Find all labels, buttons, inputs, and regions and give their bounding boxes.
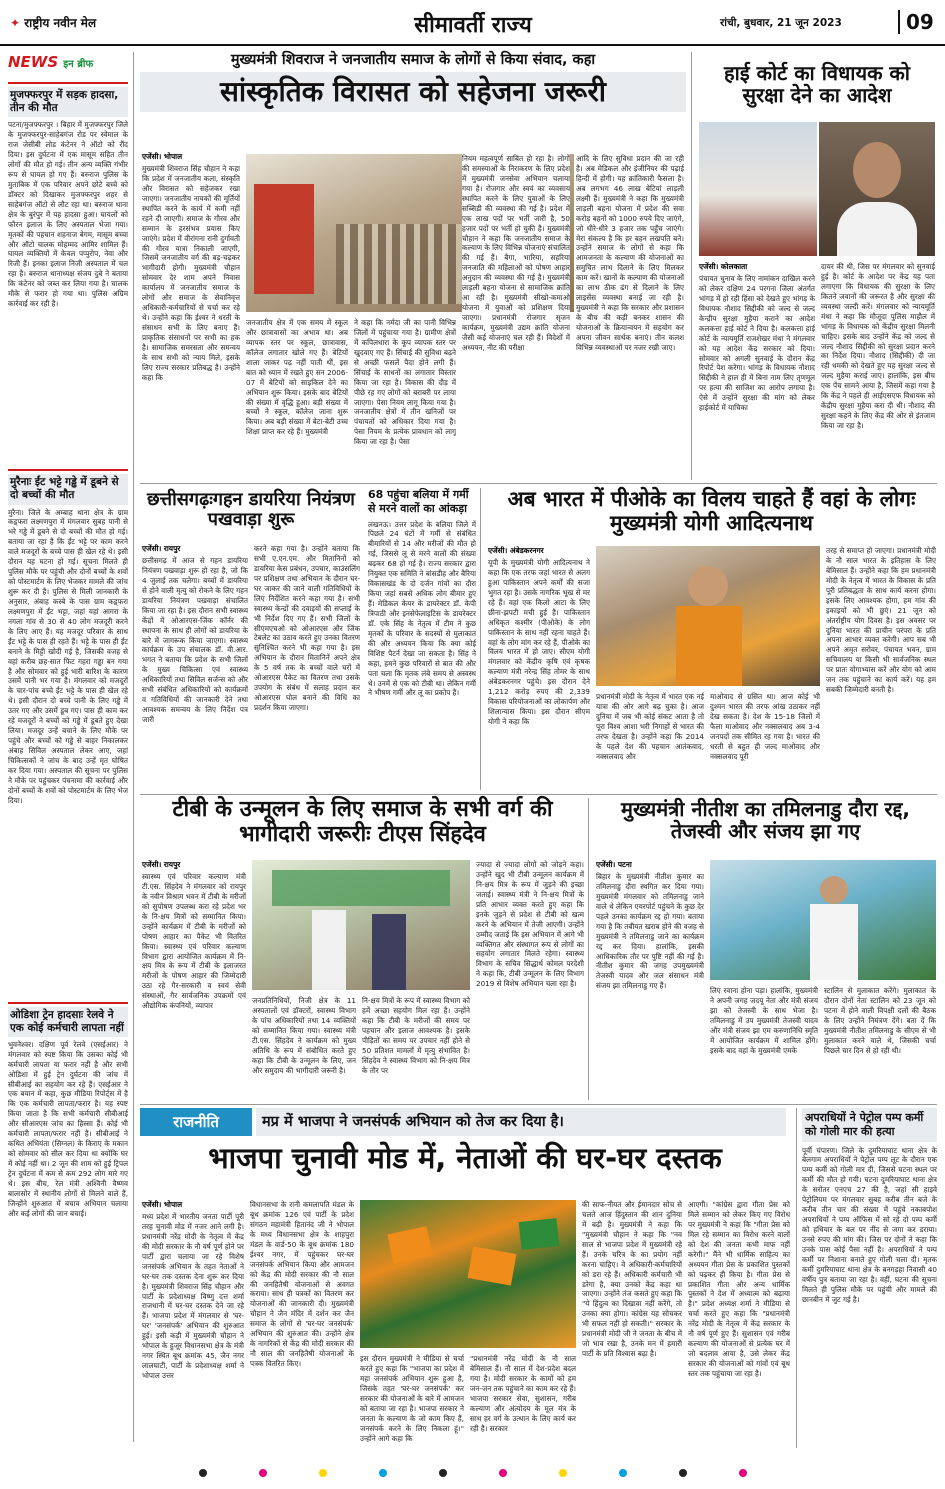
story-column: स्टालिन से मुलाकात करेंगे। मुलाकात के दौरान दोनों नेता स्टालिन को 23 जून को पटना में होने वाली विपक्षी दलों की बैठक के लिए उन्होंने निमंत्रण देंगे। बता दें कि मुख्यमंत्री नीतीश तमिलनाडु के सीएम से भी मुलाकात करने वाले थे, जिसकी चर्चा पिछले चार दिन से हो रही थी। [824,986,936,1055]
brief-body: मुरैना। जिले के अम्बाह थाना क्षेत्र के ग्राम कड़्फरा लक्ष्मणपुरा में मंगलवार सुबह पानी से भरे गड्ढे में डूबने से दो बच्चों की मौत हो गई। बताया जा रहा है कि ईंट भट्टे पर काम करने वाले मजदूरों के बच्चे पास ही खेल रहे थे। इसी दौरान यह घटना हो गई। सूचना मिलते ही पुलिस मौके पर पहुंची और दोनों बच्चों के शवों को पोस्टमार्टम के लिए भेजकर मामले की जांच शुरू कर दी है। पुलिस से मिली जानकारी के अनुसार, अंबाह कस्बे के पास ग्राम कड़्फरा लक्ष्मणपुरा में ईंट भट्टा, जहां यहां आगरा के नगला गांव से 30 से 40 लोग मजदूरी करने के लिए आए हैं। यह मजदूर परिवार के साथ ईंट भट्टे के पास ही रहते हैं। भट्टे के पास ही ईंट बनाने के मिट्टी खोदी गई है, जिसकी वजह से वहां करीब छह-सात फिट गहरा गड्ढा बन गया है और सोमवार को हुई भारी बारिश के कारण उसमें पानी भर गया है। मंगलवार को मजदूरों के चार-पांच बच्चे ईंट भट्टे के पास ही खेल रहे थे। इसी दौरान दो बच्चे पानी के लिए गड्ढे में उतर गए और उसमें डूब गए। पास ही काम कर रहे मजदूरों ने बच्चों को गड्ढे में डूबते हुए देखा लिया। मजदूर उन्हें बचाने के लिए मौके पर पहुंचे और बच्चों को गड्ढे से बाहर निकालकर अंबाह सिविल अस्पताल लेकर आए, जहां चिकित्सकों ने जांच के बाद उन्हें मृत घोषित कर दिया गया। अस्पताल की सूचना पर पुलिस ने मौके पर पहुंचकर पंचनामा की कार्रवाई और दोनों बच्चों के शवों को पोस्टमार्टम के लिए भेज दिया। [8,507,128,805]
story-column: आदि के लिए सुविधा प्रदान की जा रही है। अब मेडिकल और इंजीनियर की पढ़ाई हिन्दी में होगी। यह क्रांतिकारी फैसला है। अब लगभग 46 लाख बेटियां लाड़ली लक्ष्मी हैं। मुख्यमंत्री ने कहा कि मुख्यमंत्री लाड़ली बहना योजना में प्रदेश की सवा करोड़ बहनों को 1000 रुपये दिए जाएंगे, जो धीरे-धीरे 3 हजार तक पहुँच जाएंगे। मेरा संकल्प है कि हर बहन लखपति बने। उन्होंने समाज के लोगों से कहा कि आमजनता के कल्याण की योजनाओं का समुचित लाभ दिलाने के लिए मिलकर काम करें। खानों के कल्याण की योजनाओं का लाभ ठीक ढंग से दिलाने के लिए लाइसेंस व्यवस्था बनाई जा रही है। मुख्यमंत्री ने कहा कि सरकार और प्रशासन के बीच की कड़ी बनकर शासन की योजनाओं के क्रियान्वयन में सहयोग कर अपना जीवन सार्थक बनाएं। तीन कलश विभिन्न व्यवस्थाओं पर नजर रखी जाए। [576,154,684,352]
dateline: रांची, बुधवार, 21 जून 2023 [720,17,842,29]
story-shivraj [140,52,686,480]
story-column: माओवाद से ग्रसित था। आज कोई भी दुश्मन भारत की तरफ आंख उठाकर नहीं देख सकता है। देश के 15-18 जिलों में फैला माओवाद और नक्सलवाद अब 3-4 जनपदों तक सीमित रह गया है। भारत की धरती से बहुत ही जल्द माओवाद और नक्सलवाद पूरी [710,692,820,761]
story-byline: एजेंसी। रायपुर [142,544,181,553]
story-byline: एजेंसी। अंबेडकरनगर [488,546,544,555]
registration-dot [739,1469,747,1477]
brief-body: पटना/मुजफ्फरपुर । बिहार में मुजफ्फरपुर जिले के मुजफ्फरपुर-साहेबगंज रोड पर स्वेमाल के राज जेसीबी लोड कंटेनर ने ऑटो को रौंद दिया। इस दुर्घटना में एक मासूम सहित तीन लोगों की मौत हो गई। तीन अन्य व्यक्ति गंभीर रूप से घायल हो गए हैं। बरुराज पुलिस के मुताबिक में एक परिवार अपने छोटे बच्चे को डॉक्टर को दिखाकर मुजफ्फरपुर शहर से साहेबगंज ऑटो से लौट रहा था। बरुराज थाना क्षेत्र के बुरंपुर में यह हादसा हुआ। घायलों को फौरन इलाज के लिए अस्पताल भेजा गया। मृतकों की पहचान शहनाज बेगम, मासूम बच्चा और ऑटो चालक मोहम्मद आमिर शामिल हैं। घायल व्यक्तियों में केवल पप्पुरोप, नेवा और रिजी हैं। इनका इलाज निजी अस्पताल में चल रहा है। बरुराज थानाध्यक्ष संजय दुबे ने बताया कि कंटेनर को जब्त कर लिया गया है। चालक मौके से फरार हो गया था। पुलिस अग्रिम कार्रवाई कर रही है। [8,120,128,309]
story-column: आएगी। "कांग्रेस द्वारा गीता प्रेस को मिले सम्मान को लेकर किए गए विरोध पर मुख्यमंत्री ने कहा कि "गीता प्रेस को मिल रहे सम्मान का विरोध करने वालों को देश की जनता कभी माफ नहीं करेगी।" मैंने भी धार्मिक साहित्य का अध्ययन गीता प्रेस के प्रकाशित पुस्तकों को पढ़कर ही किया है। गीता प्रेस से प्रकाशित गीता और अन्य धार्मिक पुस्तकों ने देश में अध्यात्म को बढ़ाया है।" प्रदेश अध्यक्ष शर्मा ने मीडिया से चर्चा करते हुए कहा कि "प्रधानमंत्री नरेंद्र मोदी के नेतृत्व में केंद्र सरकार के नौ वर्ष पूर्ण हुए हैं। सुशासन एवं गरीब कल्याण की योजनाओं से प्रत्येक घर में जो बदलाव आया है, उसे लेकर केंद्र सरकार की योजनाओं को गांवों एवं बूथ स्तर तक पहुंचाया जा रहा है। [688,1200,790,1378]
story-headline: छत्तीसगढ़ःगहन डायरिया नियंत्रण पखवाड़ा शुरू [147,489,355,531]
registration-dot [679,1469,687,1477]
story-headline: अब भारत में पीओके का विलय चाहते हैं वहां के लोगः मुख्यमंत्री योगी आदित्यनाथ [507,487,916,535]
story-headline: सांस्कृतिक विरासत को सहेजना जरूरी [140,72,686,111]
news-brief-sidebar [8,52,128,1442]
brief-item [8,1002,128,1410]
bird-icon: ✦ [10,16,21,30]
story-high-court [697,52,937,480]
story-yogi-pok [486,488,937,790]
registration-dot [199,1469,207,1477]
section-title: सीमावर्ती राज्य [414,13,532,38]
story-headline: भाजपा चुनावी मोड में, नेताओं की घर-घर दस्तक [208,1141,722,1175]
story-column: मध्य प्रदेश में भारतीय जनता पार्टी पूरी तरह चुनावी मोड में नजर आने लगी है। प्रधानमंत्री नरेंद्र मोदी के नेतृत्व में केंद्र की मोदी सरकार के नौ वर्ष पूर्ण होने पर पार्टी द्वारा चलाया जा रहे विशेष जनसंपर्क अभियान के तहत नेताओं ने घर-घर तक दस्तक देना शुरू कर दिया है। मुख्यमंत्री शिवराज सिंह चौहान और पार्टी के प्रदेशाध्यक्ष विष्णु दत्त शर्मा राजधानी में घर-घर दस्तक देने जा रहे हैं। भाजपा प्रदेश में मंगलवार से 'घर-घर' 'जनसंपर्क' अभियान की शुरुआत हुई। इसी कड़ी में मुख्यमंत्री चौहान ने भोपाल के हुजूर विधानसभा क्षेत्र के मंत्री नगर स्थित बूथ क्रमांक 45, जैन नगर लालघाटी, पार्टी के प्रदेशाध्यक्ष शर्मा ने भोपाल उत्तर [142,1212,244,1380]
brief-headline: मुरैनाः ईंट भट्टे गड्ढे में डूबने से दो बच्चों की मौत [8,474,128,504]
brief-headline: मुजफ्फरपुर में सड़क हादसा, तीन की मौत [8,87,128,117]
story-column: करने कहा गया है। उन्होंने बताया कि सभी ए.एन.एम. और मितानिनों को डायरिया केस प्रबंधन, उपचार, काउंसलिंग पर प्रशिक्षण तथा अभियान के दौरान घर-घर जाकर की जाने वाली गतिविधियों के लिए निर्देशित करने कहा गया है। सभी स्वास्थ्य केन्द्रों की दवाइयों की सप्लाई के भी निर्देश दिए गए हैं। सभी जिलों के सीएमएचओ को ओआरएस और जिंक टेबलेट का उठाव करते हुए उनका वितरण सुनिश्चित करने भी कहा गया है। इस अभियान के दौरान मितानिनें अपने क्षेत्र के 5 वर्ष तक के बच्चों वाले घरों में ओआरएस पैकेट का वितरण तथा उसके उपयोग के संबंध में सलाह प्रदान कर ओआरएस घोल बनाने की विधि का प्रदर्शन किया जाएगा। [254,544,360,712]
photo-tb-felicitation [252,860,470,990]
page-number: 09 [898,10,934,34]
registration-dot [619,1469,627,1477]
photo-nitish-stage [710,860,936,980]
story-column: की साफ-नीयत और ईमानदार सोच से चलते आज हिंदुस्तान की शान दुनिया में बढ़ी है। मुख्यमंत्री ने कहा कि "मुख्यमंत्री चौहान ने कहा कि "नव साल से भाजपा प्रदेश में मुख्यमंत्री रहे हैं। उनके चरित्र के का प्रयोग नहीं करना चाहिए। वे अधिकारी-कर्मचारियों को डरा रहे हैं। अधिकारी कर्मचारी भी डरेगा है, क्या उनको केंद्र कहा था जाएगा। उन्होंने तंज कसते हुए कहा कि "ये हिंदुत्व का दिखावा नहीं करेंगे, तो उनका क्या होगा। कांग्रेस यह सोचकर भी सफल नहीं हो सकती।" सरकार के प्रधानमंत्री मोदी जी ने जनता के बीच में जो भाव रखा है, उनके मन में हमारी पार्टी के प्रति विश्वास बढ़ा है। [582,1200,682,1359]
story-column: स्वास्थ्य एवं परिवार कल्याण मंत्री टी.एस. सिंहदेव ने मंगलवार को रायपुर के नवीन विश्राम भवन में टीबी के मरीजों को सुपोषण उपलब्ध करा रहे प्रदेश भर के नि-क्षय मित्रों को सम्मानित किया। उन्होंने कार्यक्रम में टीबी के मरीजों को पोषण आहार का पैकेट भी वितरित किया। स्वास्थ्य एवं परिवार कल्याण विभाग द्वारा आयोजित कार्यक्रम में नि-क्षय मित्र के रूप में टीबी के इलाजरत मरीजों के पोषण आहार की जिम्मेदारी उठा रहे गैर-सरकारी व स्वयं सेवी संस्थाओं, गैर सार्वजनिक उपक्रमों एवं औद्योगिक कंपनियों, व्यापार [142,872,246,1011]
brief-headline: ओडिशा ट्रेन हादसाः रेलवे ने एक कोई कर्मचारी लापता नहीं [8,1007,128,1037]
brief-body: भुवनेश्वर। दक्षिण पूर्व रेलवे (एसईआर) ने मंगलवार को स्पष्ट किया कि उसका कोई भी कर्मचारी लापता या फरार नहीं है और सभी ओडिशा में हुई ट्रेन दुर्घटना की जांच में सीबीआई का सहयोग कर रहे हैं। एसईआर ने एक बयान में कहा, कुछ मीडिया रिपोर्ट्स में है कि एक कर्मचारी लापता/फरार है। यह स्पष्ट किया जाता है कि सभी कर्मचारी सीबीआई और सीआरएस जांच का हिस्सा हैं। कोई भी कर्मचारी लापता/फरार नहीं है। सीबीआई ने कथित अभियंता (सिग्नल) के किराए के मकान को सोमवार को सील कर दिया था क्योंकि घर में कोई नहीं था। 2 जून की शाम को हुई ट्रिपल ट्रेन दुर्घटना में कम से कम 292 लोग मारे गए थे। इस बीच, रेल मंत्री अश्विनी वैष्णव बालासोर में स्थानीय लोगों से मिलने वाले हैं, जिन्होंने शुरुआत में बचाव अभियान चलाया और कई लोगों की जान बचाई। [8,1039,128,1218]
news-brief-logo-brief: इन ब्रीफ [63,59,94,70]
story-body: लखनऊ। उत्तर प्रदेश के बलिया जिले में पिछले 24 घंटों में गर्मी से संबंधित बीमारियों से 14 और मरीजों की मौत हो गई, जिससे लू से मरने वालों की संख्या बढ़कर 68 हो गई है। राज्य सरकार द्वारा नियुक्त एक समिति ने बांसडीह और बैरिया विकासखंड के दो दर्जन गांवों का दौरा किया जहां सबसे अधिक लोग बीमार हुए हैं। मेडिकल केयर के डायरेक्टर डॉ. केपी त्रिपाठी और इनसेफेलाइटिस के डायरेक्टर डॉ. एके सिंह के नेतृत्व में टीम ने कुछ मृतकों के परिवार के सदस्यों से मुलाकात की और अध्ययन किया कि क्या कोई विशिष्ट पैटर्न देखा जा सकता है। सिंह ने कहा, हमने कुछ परिवारों से बात की और पता चला कि मृतक लंबे समय से अस्वस्थ थे। उनमें से एक को टीबी था। लेकिन गर्मी ने भीषण गर्मी और लू का प्रकोप है। [368,519,476,698]
politics-section-tag: राजनीति [140,1108,252,1136]
story-column: इस दौरान मुख्यमंत्री ने मीडिया से चर्चा करते हुए कहा कि "भाजपा का प्रदेश में महा जनसंपर्क अभियान शुरू हुआ है, जिसके तहत 'घर-घर जनसंपर्क' कर सरकार की योजनाओं के बारे में आमजन को बताया जा रहा है। भाजपा सरकार ने जनता के कल्याण के जो काम किए हैं, जनसंपर्क करने के लिए निकला हूं।" उन्होंने आगे कहा कि [360,1354,464,1443]
brief-item [8,82,128,463]
registration-dot [499,1469,507,1477]
story-headline: अपराधियों ने पेट्रोल पम्प कर्मी को गोली मार की हत्या [802,1108,937,1142]
story-petrol-pump [802,1108,937,1448]
registration-dot [379,1469,387,1477]
registration-marks [0,1462,945,1481]
photo-court-building [699,122,817,256]
story-column: जनजातीय क्षेत्र में एक समय में स्कूल और छात्रावासों का अभाव था। अब व्यापक स्तर पर स्कूल, छात्रावास, कॉलेज लगातार खोले गए हैं। बेटियों शाला जाकर पढ़ नहीं पाती थीं, इस बात को ध्यान में रखते हुए सन 2006-07 में बेटियों को साइकिल देने का अभियान शुरू किया। इसके बाद बेटियों की संख्या में वृद्धि हुआ। बड़ी संख्या में बच्चों ने स्कूल, कॉलेज जाना शुरू किया। अब बड़ी संख्या में बेटा-बेटी उच्च शिक्षा प्राप्त कर रहे हैं। मुख्यमंत्री [246,318,348,437]
news-brief-logo [8,52,128,82]
paper-name: राष्ट्रीय नवीन मेल [24,16,97,30]
story-column: विधानसभा के रानी कमलापति मंडल के बूथ क्रमांक 126 एवं पार्टी के प्रदेश संगठन महामंत्री हितानंद जी ने भोपाल के मध्य विधानसभा क्षेत्र के शाहपुरा मंडल के वार्ड-50 के बूथ क्रमांक 180 ईश्वर नगर, में पहुंचकर घर-घर जनसंपर्क अभियान किया और आमजन को केंद्र की मोदी सरकार की नौ साल की जनहितैषी योजनाओं से अवगत कराया। साथ ही पत्रकों का वितरण कर योजनाओं की जानकारी दी। मुख्यमंत्री चौहान ने जैन मंदिर में दर्शन कर जैन समाज के लोगों से 'घर-घर जनसंपर्क' अभियान की शुरुआत की। उन्होंने क्षेत्र के नागरिकों से केंद्र की मोदी सरकार की नौ साल की जनहितैषी योजनाओं के पत्रक वितरित किए। [250,1200,354,1368]
story-column: लिए रवाना होना पड़ा। हालांकि, मुख्यमंत्री ने अपनी जगह जदयू नेता और मंत्री संजय झा को तेजस्वी के साथ भेजा है। तमिलनाडु में उप मुख्यमंत्री तेजस्वी यादव और मंत्री संजय झा एम करुणानिधि स्मृति में आयोजित कार्यक्रम में शामिल होंगे। इसके बाद वहां के मुख्यमंत्री एमके [710,986,818,1055]
story-tb-singhdeo [140,798,585,1100]
story-kicker: मप्र में भाजपा ने जनसंपर्क अभियान को तेज कर दिया है। [256,1108,786,1136]
photo-mla-portrait [819,122,935,256]
story-column: ने कहा कि नर्मदा जी का पानी विभिन्न जिलों में पहुंचाया गया है। ग्रामीण क्षेत्रों में कपिलधारा के कूप व्यापक स्तर पर खुदवाए गए हैं। सिंचाई की सुविधा बढ़ने से अच्छी फसलें पैदा होने लगी हैं। सिंचाई के साधनों का लगातार विस्तार किया जा रहा है। विकास की दौड़ में पीछे रह गए लोगों को बराबरी पर लाया जाएगा। पेसा नियम लागू किया गया है। जनजातीय क्षेत्रों में तीन खनिजों पर पंचायतों को अधिकार दिया गया है। पेसा नियम के प्रत्येक प्रावधान को लागू किया जा रहा है। पेसा [354,318,456,447]
story-byline: एजेंसी। कोलकाता [699,262,748,271]
story-column: ज्यादा से ज्यादा लोगों को जोड़ने कहा। उन्होंने खुद भी टीबी उन्मूलन कार्यक्रम में नि-क्षय मित्र के रूप में जुड़ने की इच्छा जताई। स्वास्थ्य मंत्री ने नि-क्षय मित्रों के प्रति आभार व्यक्त करते हुए कहा कि इनके जुड़ने से प्रदेश से टीबी को खत्म करने के अभियान में तेजी आएगी। उन्होंने उम्मीद जताई कि इस अभियान में आगे भी व्यक्तिगत और संस्थागत रूप से लोगों का सहयोग लगातार मिलते रहेगा। स्वास्थ्य विभाग के सचिव सिद्धार्थ कोमल परदेशी ने कहा कि, टीबी उन्मूलन के लिए विभाग 2019 से विशेष अभियान चला रहा है। [476,860,584,989]
registration-dot [319,1469,327,1477]
story-column: मुख्यमंत्री शिवराज सिंह चौहान ने कहा कि प्रदेश में जनजातीय कला, संस्कृति और विरासत को सहेजकर रखा जाएगा। जनजातीय नायकों की मूर्तियों स्थापित करने के कार्य में कमी नहीं रहने दी जाएगी। समाज के गौरव और सम्मान के हरसंभव प्रयास किए जाएंगे। प्रदेश में वीरांगना रानी दुर्गावती की गौरव यात्रा निकाली जाएगी, जिसमें जनजातीय वर्ग की बड़-चढ़कर भागीदारी होगी। मुख्यमंत्री चौहान सोमवार देर शाम अपने निवास कार्यालय में जनजातीय समाज के लोगों और समाज के सेवानिवृत्त अधिकारी-कर्मचारियों से चर्चा कर रहे थे। उन्होंने कहा कि ईश्वर ने धरती के संसाधन सभी के लिए बनाए हैं। प्राकृतिक संसाधनों पर सभी का हक है। सामाजिक समरसता और समन्वय के साथ सभी को न्याय मिले, इसके लिए राज्य सरकार प्रतिबद्ध है। उन्होंने कहा कि [142,164,240,382]
story-bjp-campaign [140,1108,790,1448]
story-headline: मुख्यमंत्री नीतीश का तमिलनाडु दौरा रद्द, तेजस्वी और संजय झा गए [621,797,910,844]
story-kicker: मुख्यमंत्री शिवराज ने जनजातीय समाज के लोगों से किया संवाद, कहा [230,52,596,68]
story-column: "प्रधानमंत्री नरेंद्र मोदी के नौ साल बेमिसाल हैं। नौ साल में देश-प्रदेश बदल गया है। मोदी सरकार के कामों को हम जन-जन तक पहुंचाने का काम कर रहे हैं। भाजपा सरकार सेवा, सुशासन, गरीब कल्याण और अंत्योदय के मूल मंत्र के साथ हर वर्ग के उत्थान के लिए कार्य कर रही है। सरकार [470,1354,576,1433]
story-diarrhoea [140,488,362,790]
story-column: पंचायत चुनाव के लिए नामांकन दाखिल करने को लेकर दक्षिण 24 परगना जिला अंतर्गत भांगड़ में हो रही हिंसा को देखते हुए भांगड़ के विधायक नौशाद सिद्दीकी को जल्द से जल्द केन्द्रीय सुरक्षा मुहैया कराने का आदेश कलकत्ता हाई कोर्ट ने दिया है। कलकत्ता हाई कोर्ट के न्यायमूर्ति राजशेखर मंथा ने मंगलवार को यह आदेश केंद्र सरकार को दिया। सोमवार को अगली सुनवाई के दौरान केंद्र रिपोर्ट पेश करेगा। भांगड़ के विधायक नौशाद सिद्दीकी ने हाल ही में बिना नाम लिए तृणमूल पर हत्या की साजिश का आरोप लगाया है। ऐसे में उन्होंने सुरक्षा की मांग को लेकर हाईकोर्ट में याचिका [699,274,815,413]
masthead [0,0,945,46]
story-column: प्रधानमंत्री मोदी के नेतृत्व में भारत एक नई यात्रा की ओर आगे बढ़ चुका है। आज दुनिया में जब भी कोई संकट आता है तो पूरा विश्व आशा भरी निगाहों से भारत की तरफ देखता है। उन्होंने कहा कि 2014 के पहले देश की पहचान आतंकवाद, नक्सलवाद और [596,692,704,761]
story-byline: एजेंसी। रायपुर [142,860,181,869]
story-column: छत्तीसगढ़ में आज से गहन डायरिया नियंत्रण पखवाड़ा शुरू हो रहा है, जो कि 4 जुलाई तक चलेगा। बच्चों में डायरिया से होने वाली मृत्यु को रोकने के लिए गहन डायरिया नियंत्रण पखवाड़ा संचालित किया जा रहा है। इस दौरान सभी स्वास्थ्य केंद्रों में ओआरएस-जिंक कॉर्नर की स्थापना के साथ ही लोगों को डायरिया के बारे में जागरूक किया जाएगा। स्वास्थ्य कार्यक्रम के उप संचालक डॉ. वी.आर. भगत ने बताया कि प्रदेश के सभी जिलों के मुख्य चिकित्सा एवं स्वास्थ्य अधिकारियों तथा सिविल सर्जन्स को और सभी संबंधित अधिकारियों को कार्यक्रमों व गतिविधियों की जानकारी देने तथा आवश्यक समन्वय के लिए निर्देश पत्र जारी [142,556,248,724]
story-headline: हाई कोर्ट का विधायक को सुरक्षा देने का आदेश [724,61,910,108]
registration-dot [559,1469,567,1477]
photo-yogi-with-child [596,546,820,686]
story-column: नि-क्षय मित्रों के रूप में स्वास्थ्य विभाग को हमें अच्छा सहयोग मिल रहा है। उन्होंने कहा कि टीबी के मरीजों की समय पर पहचान और इलाज आवश्यक है। इसके पीड़ितों का समय पर उपचार नहीं होने से 50 प्रतिशत मामलों में मृत्यु संभावित है। सिंहदेव ने स्वास्थ्य विभाग को नि-क्षय मित्र के तौर पर [362,996,470,1075]
story-column: यूपी के मुख्यमंत्री योगी आदित्यनाथ ने कहा कि एक तरफ जहां भारत से अलग हुआ पाकिस्तान अपने कर्मों की सजा भुगत रहा है। उसके नागरिक भूख से मर रहे हैं। वहां एक किलो आटा के लिए छीना-झपटी मची हुई है। पाकिस्तान अधिकृत कश्मीर (पीओके) के लोग पाकिस्तान के साथ नहीं रहना चाहते हैं। वहां के लोग मांग कर रहे हैं, पीओके का विलय भारत में हो जाए। सीएम योगी मंगलवार को केंद्रीय कृषि एवं कृषक कल्याण मंत्री नरेन्द्र सिंह तोमर के साथ अंबेडकरनगर पहुंचे। इस दौरान देने 1,212 करोड़ रुपए की 2,339 विकास परियोजनाओं का लोकार्पण और शिलान्यास किया। इस दौरान सीएम योगी ने कहा कि [488,558,590,726]
story-byline: एजेंसी। भोपाल [142,1200,183,1209]
story-column: दायर की थी, जिस पर मंगलवार को सुनवाई हुई है। कोर्ट के आदेश पर केंद्र यह पता लगाएगा कि विधायक की सुरक्षा के लिए कितने जवानों की जरूरत है और सुरक्षा की व्यवस्था जल्दी करें। मंगलवार को न्यायमूर्ति मंथा ने कहा कि मौजूदा पुलिस माहौल में भांगड़ के विधायक को केंद्रीय सुरक्षा मिलनी चाहिए। इसके बाद उन्होंने केंद्र को जल्द से जल्द नौशाद सिद्दीकी को सुरक्षा प्रदान करने का निर्देश दिया। नौशाद (सिद्दीकी) दी जा रही धमकी को देखते हुए यह सुरक्षा जल्द से जल्द मुहैया कराई जाए। हालांकि, इस बीच एक पेंच सामने आया है, जिसमें कहा गया है कि केंद्र ने पहले ही आईएसएफ विधायक को केंद्रीय सुरक्षा मुहैया करा दी थी। नौशाद की सुरक्षा कहने के लिए केंद्र की ओर से इंतजाम किया जा रहा है। [821,262,935,430]
story-column: तरह से समाप्त हो जाएगा। प्रधानमंत्री मोदी के नौ साल भारत के इतिहास के लिए बेमिसाल हैं। उन्होंने कहा कि हम प्रधानमंत्री मोदी के नेतृत्व में भारत के विकास के प्रति पूरी प्रतिबद्धता के साथ कार्य करना होगा। इसके लिए आवश्यक होगा, हम गांव की इकाइयों को भी छुएं। 21 जून को अंतर्राष्ट्रीय योग दिवस है। इस अवसर पर दुनिया भारत की प्राचीन परंपरा के प्रति अपना आभार व्यक्त करेगी। आप सब भी अपने अमृत सरोवर, पंचायत भवन, ग्राम सचिवालय या किसी भी सार्वजनिक स्थल पर प्रातः योगाभ्यास करें और योग को आम जन तक पहुंचाने का कार्य करें। यह हम सबकी जिम्मेदारी बनती है। [826,546,936,695]
registration-dot [259,1469,267,1477]
story-column: जनप्रतिनिधियों, निजी क्षेत्र के 11 अस्पतालों एवं डॉक्टरों, स्वास्थ्य विभाग के पांच अधिकारियों तथा 14 व्यक्तियों को सम्मानित किया गया। स्वास्थ्य मंत्री टी.एस. सिंहदेव ने कार्यक्रम को मुख्य अतिथि के रूप में संबोधित करते हुए कहा कि टीबी के उन्मूलन के लिए, जन और समुदाय की भागीदारी जरूरी है। [252,996,356,1075]
brief-item [8,469,128,995]
story-byline: एजेंसी। भोपाल [142,152,183,161]
registration-dot [439,1469,447,1477]
story-nitish [594,798,937,1100]
story-headline: टीबी के उन्मूलन के लिए समाज के सभी वर्ग की भागीदारी जरूरीः टीएस सिंहदेव [172,797,553,847]
story-byline: एजेंसी। पटना [596,860,632,869]
photo-bjp-flags [360,1200,576,1348]
paper-logo [10,14,96,31]
story-column: बिहार के मुख्यमंत्री नीतीश कुमार का तमिलनाडु दौरा स्थगित कर दिया गया। मुख्यमंत्री मंगलवार को तमिलनाडु जाने वाले थे लेकिन एयरपोर्ट पहुंचने के कुछ देर पहले उनका कार्यक्रम रद्द हो गया। बताया गया है कि तबीयत खराब होने की वजह से मुख्यमंत्री ने तमिलनाडु जाने का कार्यक्रम रद्द कर दिया। हालांकि, इसकी आधिकारिक तौर पर पुष्टि नहीं की गई है। नीतीश कुमार की जगह उपमुख्यमंत्री तेजस्वी यादव और जल संसाधन मंत्री संजय झा तमिलनाडु गए हैं। [596,872,704,991]
news-brief-logo-news: NEWS [8,53,59,71]
story-body: पूर्वी चंपारण। जिले के दुमरियाघाट थाना क्षेत्र के बेलगाम अपराधियों ने पेट्रोल पम्प लूट के दौरान एक पम्प कर्मी को गोली मार दी, जिससे घटना स्थल पर कर्मी की मौत हो गयी। घटना दुमरियाघाट थाना क्षेत्र के सरोतर एनएच 27 की है, जहां सी हाइवे पेट्रोलियम पर मंगलवार सुबह करीब तीन बजे के करीब तीन चार की संख्या में पहुंचे नकाबपोश अपराधियों ने पम्प ऑफिस में सो रहे दो पम्प कर्मी को हथियार के बल पर नींद से जगा कर डराया। उनसे रुपए की मांग की। जिस पर दोनों ने कहा कि उनके पास कोई पैसा नहीं है। अपराधियों ने पम्प कर्मी पर निशाना बनाते हुए गोली चला दी। मृतक कर्मी दुमरियाघाट थाना क्षेत्र के बनगड़हा निवासी 40 वर्षीय पुत्र बताया जा रहा है। वहीं, घटना की सूचना मिलते ही पुलिस मौके पर पहुंची और मामले की छानबीन में जुट गई है। [802,1145,937,1304]
story-headline: 68 पहुंचा बलिया में गर्मी से मरने वालों का आंकड़ा [368,488,469,515]
story-ballia-heat [368,488,476,790]
story-column: नियम महत्वपूर्ण साबित हो रहा है। लोगों की समस्याओं के निराकरण के लिए प्रदेश में मुख्यमंत्री जनसेवा अभियान चलाया गया है। रोजगार और स्वयं का व्यवसाय स्थापित करने के लिए युवाओं के लिए सब्सिडी की व्यवस्था की गई है। प्रदेश में एक लाख पदों पर भर्ती जारी है, 50 हजार पदों पर भर्ती हो चुकी है। मुख्यमंत्री चौहान ने कहा कि जनजातीय समाज के कल्याण के लिए विभिन्न योजनाएं संचालित की गई हैं। बैगा, भारिया, सहरिया जनजाति की महिलाओं को पोषण आहार अनुदान की व्यवस्था की गई है। मुख्यमंत्री लाड़ली बहना योजना से सामाजिक क्रांति आ रही है। मुख्यमंत्री सीखो-कमाओ योजना में युवाओं को प्रशिक्षण दिया जाएगा। प्रधानमंत्री रोजगार सृजन कार्यक्रम, मुख्यमंत्री उद्यम क्रांति योजना जैसी कई योजनाएं चल रही हैं। विदेशों में अध्ययन, नीट की परीक्षा [462,154,570,474]
